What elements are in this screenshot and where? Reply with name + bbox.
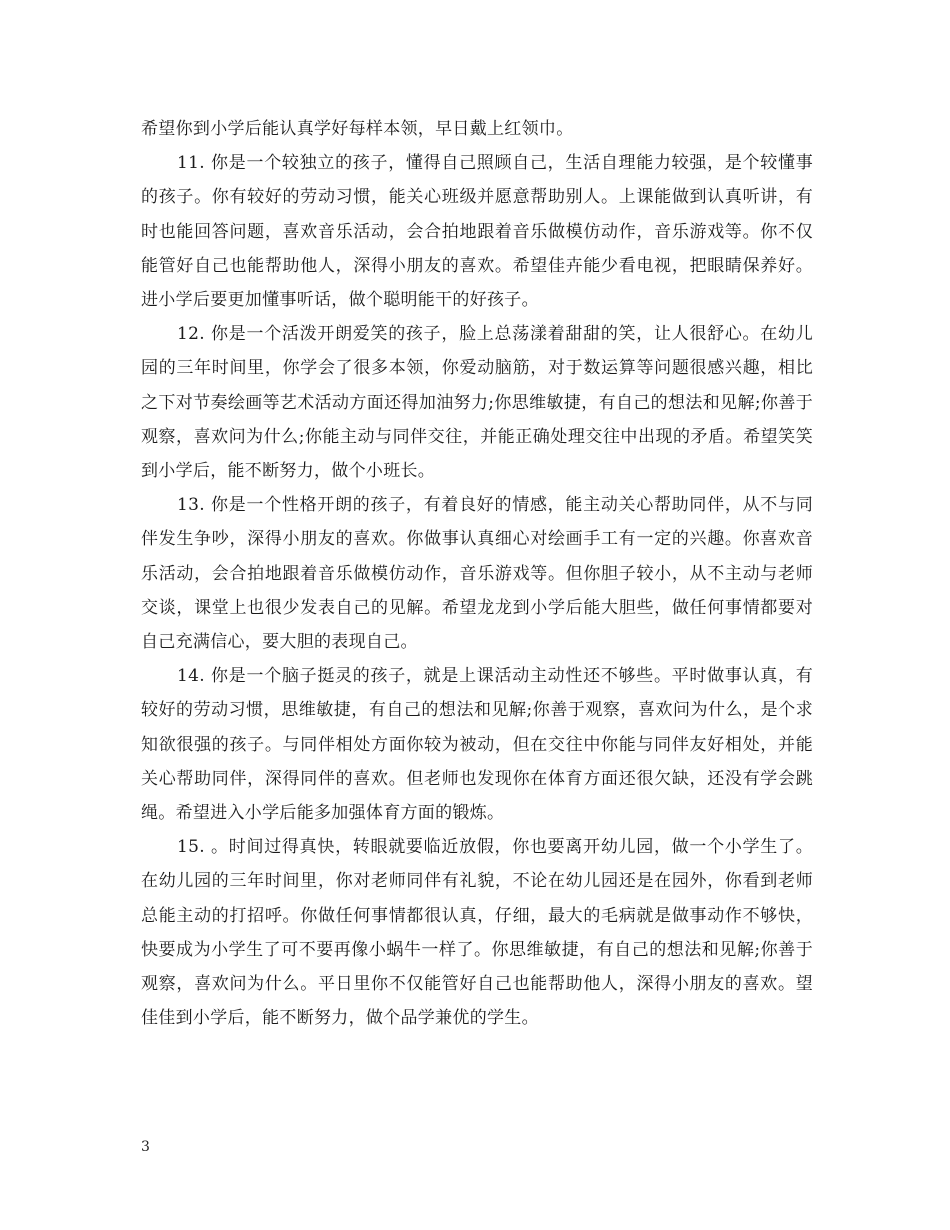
paragraph-continuation: 希望你到小学后能认真学好每样本领，早日戴上红领巾。	[141, 119, 574, 139]
paragraph-item-14: 14. 你是一个脑子挺灵的孩子，就是上课活动主动性还不够些。平时做事认真，有较好的劳动习惯，思维敏捷，有自己的想法和见解;你善于观察，喜欢问为什么，是个求知欲很强的孩子。与同伴相处方面你较为被动，但在交往中你能与同伴友好相处，并能关心帮助同伴，深得同伴的喜欢。但老师也发现你在体育方面还很欠缺，还没有学会跳绳。希望进入小学后能多加强体育方面的锻炼。	[141, 666, 813, 824]
paragraph-item-15: 15. 。时间过得真快，转眼就要临近放假，你也要离开幼儿园，做一个小学生了。在幼儿园的三年时间里，你对老师同伴有礼貌，不论在幼儿园还是在园外，你看到老师总能主动的打招呼。你做任何事情都很认真，仔细，最大的毛病就是做事动作不够快，快要成为小学生了可不要再像小蜗牛一样了。你思维敏捷，有自己的想法和见解;你善于观察，喜欢问为什么。平日里你不仅能管好自己也能帮助他人，深得小朋友的喜欢。望佳佳到小学后，能不断努力，做个品学兼优的学生。	[141, 837, 813, 1029]
paragraph-item-11: 11. 你是一个较独立的孩子，懂得自己照顾自己，生活自理能力较强，是个较懂事的孩子。你有较好的劳动习惯，能关心班级并愿意帮助别人。上课能做到认真听讲，有时也能回答问题，喜欢音乐活动，会合拍地跟着音乐做模仿动作，音乐游戏等。你不仅能管好自己也能帮助他人，深得小朋友的喜欢。希望佳卉能少看电视，把眼睛保养好。进小学后要更加懂事听话，做个聪明能干的好孩子。	[141, 153, 813, 311]
page-number: 3	[141, 1139, 150, 1155]
paragraph-item-12: 12. 你是一个活泼开朗爱笑的孩子，脸上总荡漾着甜甜的笑，让人很舒心。在幼儿园的三年时间里，你学会了很多本领，你爱动脑筋，对于数运算等问题很感兴趣，相比之下对节奏绘画等艺术活动方面还得加油努力;你思维敏捷，有自己的想法和见解;你善于观察，喜欢问为什么;你能主动与同伴交往，并能正确处理交往中出现的矛盾。希望笑笑到小学后，能不断努力，做个小班长。	[141, 324, 813, 482]
body-text	[141, 112, 813, 1035]
paragraph-item-13: 13. 你是一个性格开朗的孩子，有着良好的情感，能主动关心帮助同伴，从不与同伴发生争吵，深得小朋友的喜欢。你做事认真细心对绘画手工有一定的兴趣。你喜欢音乐活动，会合拍地跟着音乐做模仿动作，音乐游戏等。但你胆子较小，从不主动与老师交谈，课堂上也很少发表自己的见解。希望龙龙到小学后能大胆些，做任何事情都要对自己充满信心，要大胆的表现自己。	[141, 495, 813, 653]
